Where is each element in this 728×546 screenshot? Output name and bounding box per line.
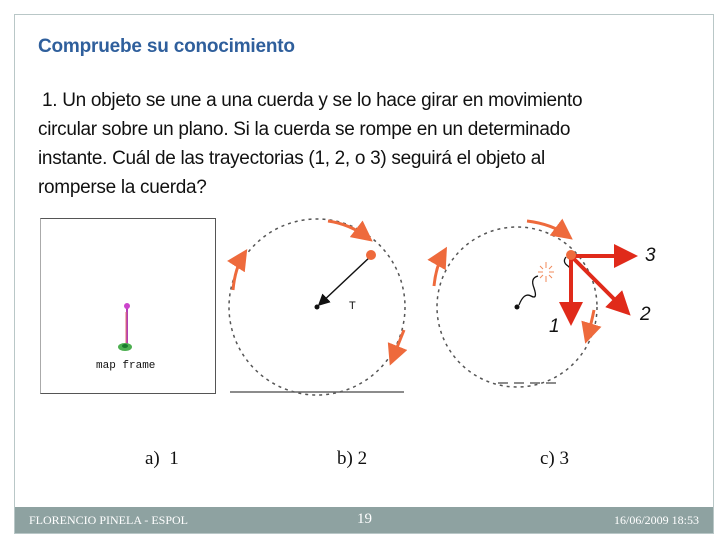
question-line-3: instante. Cuál de las trayectorias (1, 2, o 3) seguirá el objeto al [38,148,545,169]
figure-b-object [366,250,376,260]
figure-c-rotation-arrow-left [434,252,444,286]
figure-c-rotation-arrow-right [587,310,594,338]
figure-c-break-burst [538,262,554,282]
answer-option-c: c) 3 [540,448,570,469]
answer-option-a: a) 1 [145,448,179,469]
figure-c-label-3: 3 [645,245,656,266]
figure-b-rotation-arrow-top [328,221,368,238]
footer-page-number: 19 [357,511,372,527]
question-line-4: romperse la cuerda? [38,177,207,198]
figure-b-circle-motion [229,219,405,395]
figure-c-trajectories [434,221,630,387]
figure-b-tension-arrow [320,256,371,304]
figure-b-rotation-arrow-right [392,330,404,360]
figure-c-broken-string [519,276,538,305]
answer-option-b: b) 2 [337,448,368,469]
figure-b-rotation-arrow-left [233,254,244,290]
map-frame-label: map frame [96,360,156,372]
slide-footer [15,507,713,533]
figure-c-label-2: 2 [640,304,651,325]
slide-title: Compruebe su conocimiento [38,36,295,57]
question-line-1: 1. Un objeto se une a una cuerda y se lo hace girar en movimiento [42,90,583,111]
figure-c-label-1: 1 [549,316,560,337]
question-line-2: circular sobre un plano. Si la cuerda se rompe en un determinado [38,119,571,140]
footer-datetime: 16/06/2009 18:53 [613,513,699,527]
footer-author: FLORENCIO PINELA - ESPOL [29,513,189,527]
figure-c-trajectory-2 [571,256,625,310]
pendulum-animation [118,303,132,351]
figure-c-object [566,250,576,260]
figure-b-tension-label: T [349,300,356,312]
figure-b-center-dot [315,305,320,310]
figure-c-center-dot [515,305,520,310]
